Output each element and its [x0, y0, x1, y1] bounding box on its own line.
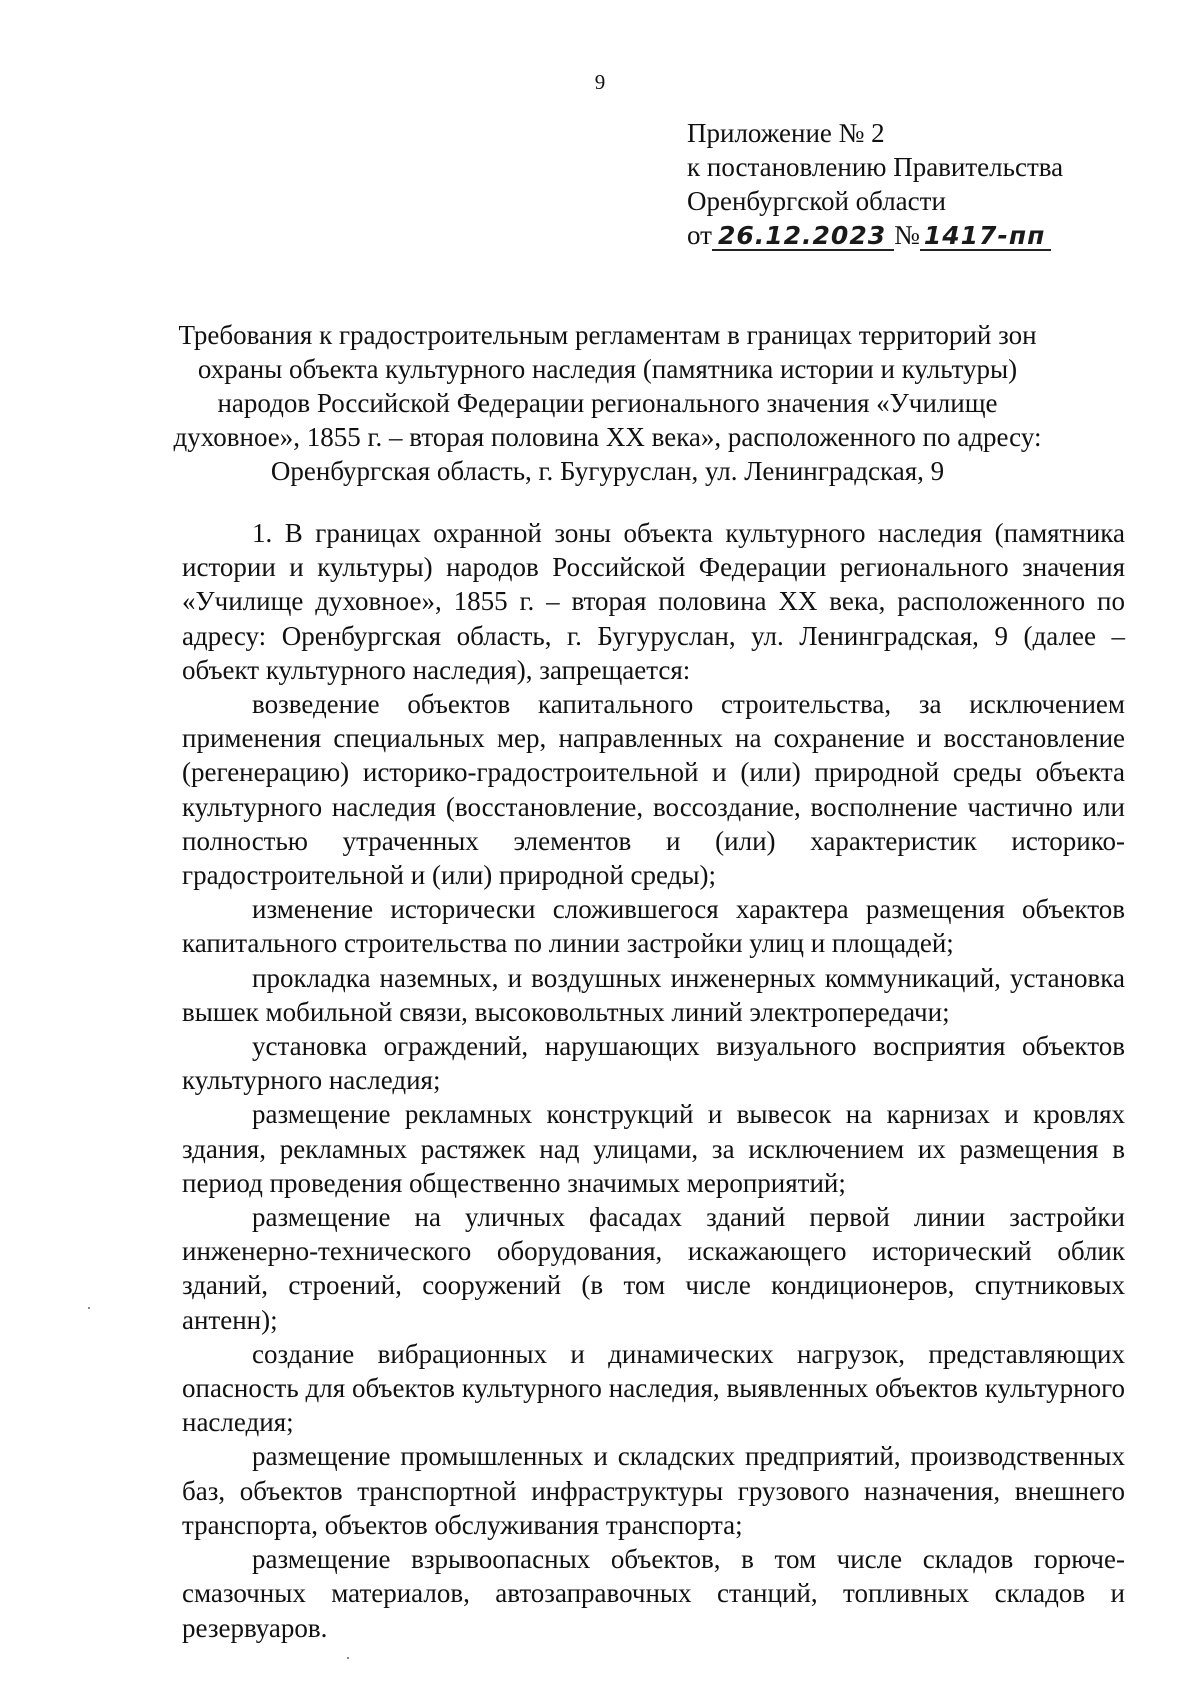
- page-number: 9: [594, 70, 606, 94]
- handwritten-date: 26.12.2023: [712, 223, 894, 251]
- scan-artifact: [347, 1657, 349, 1659]
- list-item: прокладка наземных, и воздушных инженерных коммуникаций, установка вышек мобильной связи, высоковольтных линий электропередачи;: [182, 962, 1125, 1027]
- handwritten-number: 1417-пп: [920, 223, 1052, 251]
- list-item: изменение исторически сложившегося характера размещения объектов капитального строительства по линии застройки улиц и площадей;: [182, 894, 1125, 959]
- list-item: размещение взрывоопасных объектов, в том числе складов горюче-смазочных материалов, автозаправочных станций, топливных складов и резервуаров.: [182, 1544, 1125, 1643]
- appendix-resolution-ref: к постановлению Правительства: [687, 152, 1064, 182]
- list-item: установка ограждений, нарушающих визуального восприятия объектов культурного наследия;: [182, 1031, 1125, 1096]
- list-item: размещение промышленных и складских предприятий, производственных баз, объектов транспортной инфраструктуры грузового назначения, внешнего транспорта, объектов обслуживания транспорта;: [182, 1441, 1125, 1540]
- appendix-date-number-line: [687, 218, 1063, 252]
- paragraph-intro: 1. В границах охранной зоны объекта культурного наследия (памятника истории и культуры) народов Российской Федерации регионального значения «Училище духовное», 1855 г. – вторая половина XX века, расположенного по адресу: Оренбургская область, г. Бугуруслан, ул. Ленинградская, 9 (далее – объект культурного наследия), запрещается:: [182, 518, 1125, 685]
- document-title: Требования к градостроительным регламентам в границах территорий зон охраны объекта культурного наследия (памятника истории и культуры) народов Российской Федерации регионального значения «Училище духовное», 1855 г. – вторая половина XX века», расположенного по адресу: Оренбургская область, г. Бугуруслан, ул. Ленинградская, 9: [173, 320, 1042, 486]
- list-item: возведение объектов капитального строительства, за исключением применения специальных мер, направленных на сохранение и восстановление (регенерацию) историко-градостроительной и (или) природной среды объекта культурного наследия (восстановление, воссоздание, восполнение частично или полностью утраченных элементов и (или) характеристик историко-градостроительной и (или) природной среды);: [182, 689, 1125, 891]
- date-prefix: от: [687, 220, 712, 250]
- appendix-block: [687, 116, 1063, 252]
- list-item: размещение на уличных фасадах зданий первой линии застройки инженерно-технического оборудования, искажающего исторический облик зданий, строений, сооружений (в том числе кондиционеров, спутниковых антенн);: [182, 1202, 1125, 1335]
- list-item: создание вибрационных и динамических нагрузок, представляющих опасность для объектов культурного наследия, выявленных объектов культурного наследия;: [182, 1338, 1125, 1438]
- list-item: размещение рекламных конструкций и вывесок на карнизах и кровлях здания, рекламных растяжек над улицами, за исключением их размещения в период проведения общественно значимых мероприятий;: [182, 1099, 1125, 1198]
- scan-artifact: [88, 1307, 90, 1309]
- number-prefix: №: [894, 220, 920, 250]
- document-body: [182, 516, 1125, 1645]
- appendix-title: Приложение № 2: [687, 118, 885, 148]
- appendix-region: Оренбургской области: [687, 186, 946, 216]
